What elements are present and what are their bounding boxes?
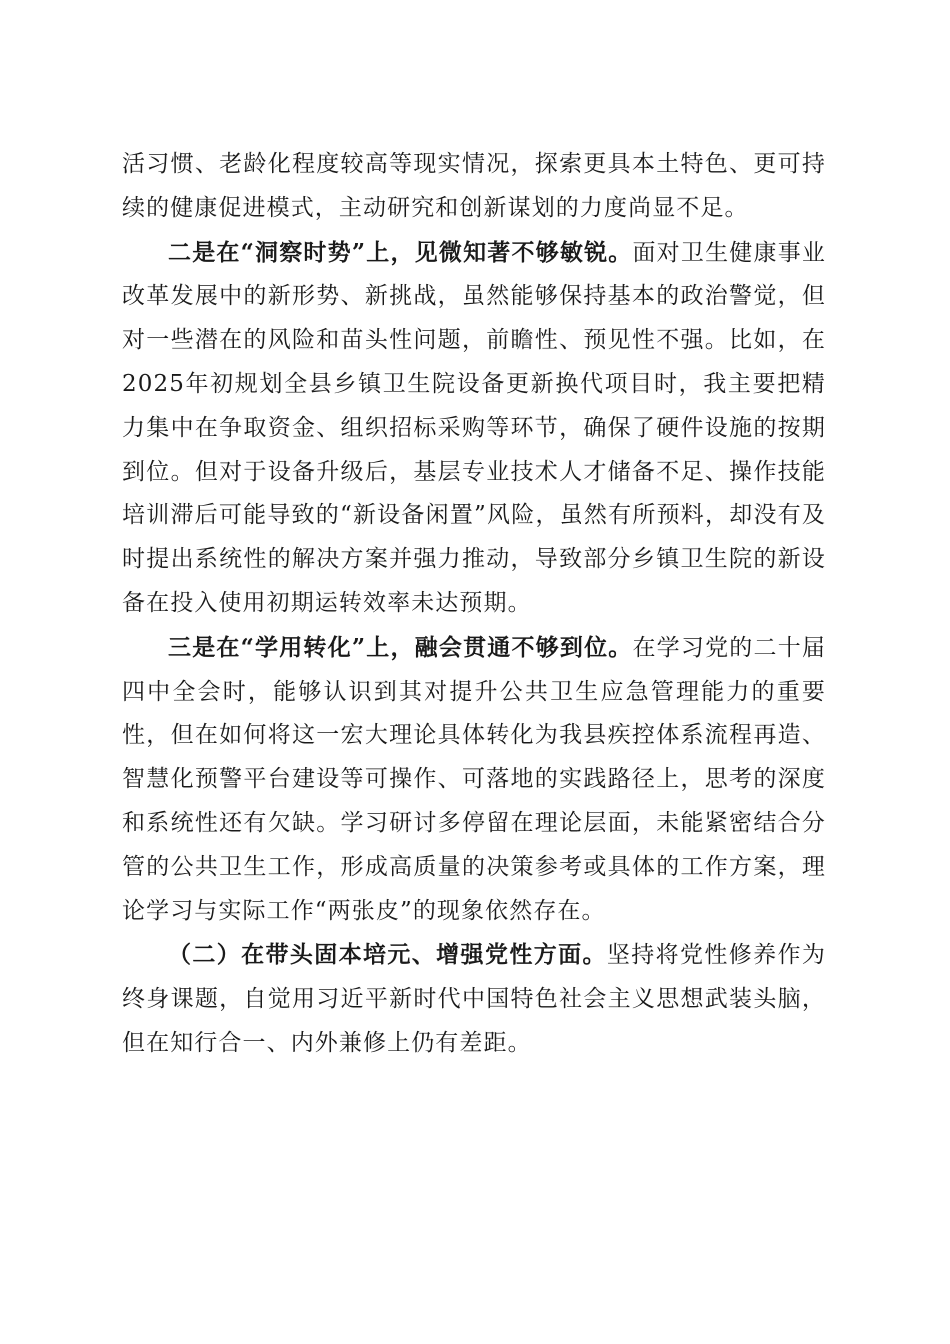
paragraph-heading: 三是在“学用转化”上，融会贯通不够到位。 (168, 633, 633, 661)
paragraph-insight (122, 231, 826, 626)
paragraph-application (122, 626, 826, 934)
paragraph-section-two (122, 933, 826, 1065)
section-heading: （二）在带头固本培元、增强党性方面。 (168, 941, 607, 969)
paragraph-continuation (122, 143, 826, 231)
paragraph-text: 活习惯、老龄化程度较高等现实情况，探索更具本土特色、更可持续的健康促进模式，主动研究和创新谋划的力度尚显不足。 (122, 151, 826, 221)
paragraph-text: 面对卫生健康事业改革发展中的新形势、新挑战，虽然能够保持基本的政治警觉，但对一些潜在的风险和苗头性问题，前瞻性、预见性不强。比如，在2025年初规划全县乡镇卫生院设备更新换代项目时，我主要把精力集中在争取资金、组织招标采购等环节，确保了硬件设施的按期到位。但对于设备升级后，基层专业技术人才储备不足、操作技能培训滞后可能导致的“新设备闲置”风险，虽然有所预料，却没有及时提出系统性的解决方案并强力推动，导致部分乡镇卫生院的新设备在投入使用初期运转效率未达预期。 (122, 239, 826, 616)
document-body (122, 143, 826, 1066)
paragraph-heading: 二是在“洞察时势”上，见微知著不够敏锐。 (168, 238, 633, 266)
paragraph-text: 坚持将党性修养作为终身课题，自觉用习近平新时代中国特色社会主义思想武装头脑，但在知行合一、内外兼修上仍有差距。 (122, 942, 826, 1056)
paragraph-text: 在学习党的二十届四中全会时，能够认识到其对提升公共卫生应急管理能力的重要性，但在如何将这一宏大理论具体转化为我县疾控体系流程再造、智慧化预警平台建设等可操作、可落地的实践路径上，思考的深度和系统性还有欠缺。学习研讨多停留在理论层面，未能紧密结合分管的公共卫生工作，形成高质量的决策参考或具体的工作方案，理论学习与实际工作“两张皮”的现象依然存在。 (122, 634, 826, 924)
